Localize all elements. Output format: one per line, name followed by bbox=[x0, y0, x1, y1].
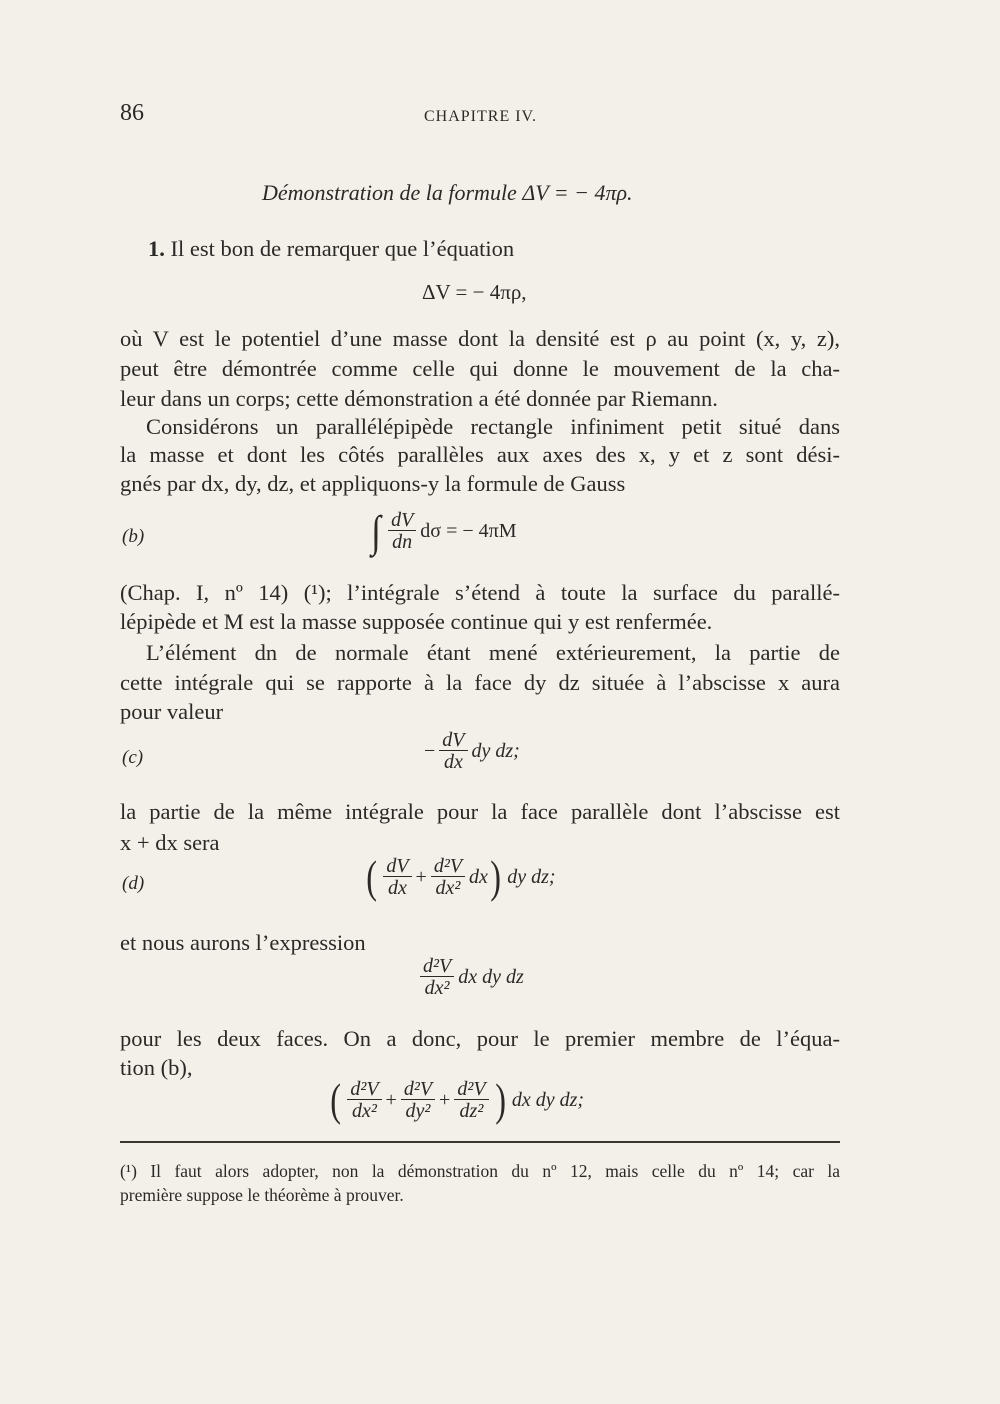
equation-d: ( $\frac{dV}{dx}$ + $\frac{\text{d²V}}{\text{dx²}}$ dx ) dy dz; bbox=[366, 851, 556, 902]
p5-line-2: x + dx sera bbox=[120, 830, 220, 855]
p3-line-2: lépipède et M est la masse supposée continue qui y est renfermée. bbox=[120, 609, 713, 634]
equation-b-rest: dσ = − 4πM bbox=[420, 520, 517, 542]
equation-c: − $\frac{dV}{dx}$ dy dz; bbox=[424, 729, 520, 773]
p7-line-1: pour les deux faces. On a donc, pour le premier membre de l’équa- bbox=[120, 1026, 840, 1051]
equation-e: $\frac{\text{d²V}}{\text{dx²}}$ dx dy dz bbox=[416, 956, 524, 999]
equation-b bbox=[370, 506, 517, 557]
p4-line-2: cette intégrale qui se rapporte à la face dy dz située à l’abscisse x aura bbox=[120, 670, 840, 695]
page-number: 86 bbox=[120, 100, 144, 126]
footnote-rule bbox=[120, 1141, 840, 1143]
p1-line-2: peut être démontrée comme celle qui donne le mouvement de la cha- bbox=[120, 356, 840, 381]
fraction-d2v-dy2: $\frac{\text{d²V}}{\text{dy²}}$ bbox=[401, 1079, 435, 1122]
p6-line: et nous aurons l’expression bbox=[120, 930, 366, 955]
p4-line-1: L’élément dn de normale étant mené extérieurement, la partie de bbox=[146, 640, 840, 665]
p1-line-1: où V est le potentiel d’une masse dont la densité est ρ au point (x, y, z), bbox=[120, 326, 840, 351]
equation-delta: ΔV = − 4πρ, bbox=[422, 280, 527, 304]
p2-line-3: gnés par dx, dy, dz, et appliquons-y la formule de Gauss bbox=[120, 471, 626, 496]
footnote-line-2: première suppose le théorème à prouver. bbox=[120, 1185, 404, 1205]
p2-line-1: Considérons un parallélépipède rectangle infiniment petit situé dans bbox=[146, 414, 840, 439]
p1-line-3: leur dans un corps; cette démonstration a été donnée par Riemann. bbox=[120, 386, 718, 411]
paragraph-1-text: Il est bon de remarquer que l’équation bbox=[170, 236, 515, 261]
equation-c-label: (c) bbox=[122, 747, 144, 768]
paragraph-1-first-line bbox=[148, 232, 868, 265]
fraction-d2v-dx2: $\frac{\text{d²V}}{\text{dx²}}$ bbox=[431, 856, 465, 899]
running-header: CHAPITRE IV. bbox=[424, 108, 538, 125]
paragraph-number: 1. bbox=[148, 236, 165, 261]
fraction-dv-dn: $\frac{dV}{dn}$ bbox=[388, 510, 416, 553]
section-title: Démonstration de la formule ΔV = − 4πρ. bbox=[262, 180, 633, 205]
equation-b-label: (b) bbox=[122, 526, 145, 547]
p3-line-1: (Chap. I, nº 14) (¹); l’intégrale s’étend à toute la surface du parallé- bbox=[120, 580, 840, 605]
fraction-d2v-dz2: $\frac{\text{d²V}}{\text{dz²}}$ bbox=[454, 1079, 488, 1122]
p2-line-2: la masse et dont les côtés parallèles aux axes des x, y et z sont dési- bbox=[120, 442, 840, 467]
fraction-dv-dx: $\frac{dV}{dx}$ bbox=[439, 730, 467, 773]
equation-d-label: (d) bbox=[122, 873, 145, 894]
p7-line-2: tion (b), bbox=[120, 1055, 193, 1080]
p5-line-1: la partie de la même intégrale pour la face parallèle dont l’abscisse est bbox=[120, 799, 840, 824]
integral-sign: ∫ bbox=[371, 507, 381, 556]
footnote-line-1: (¹) Il faut alors adopter, non la démonstration du nº 12, mais celle du nº 14; car la bbox=[120, 1161, 840, 1181]
p4-line-3: pour valeur bbox=[120, 699, 224, 724]
fraction-d2v-dx2: $\frac{\text{d²V}}{\text{dx²}}$ bbox=[347, 1079, 381, 1122]
fraction-d2v-dx2: $\frac{\text{d²V}}{\text{dx²}}$ bbox=[420, 956, 454, 999]
fraction-dv-dx: $\frac{dV}{dx}$ bbox=[383, 856, 411, 899]
equation-f: ( $\frac{\text{d²V}}{\text{dx²}}$ + $\frac{\text{d²V}}{\text{dy²}}$ + $\frac{\text{d²V}}{\text{dz²}}$ ) dx dy dz; bbox=[330, 1074, 585, 1125]
